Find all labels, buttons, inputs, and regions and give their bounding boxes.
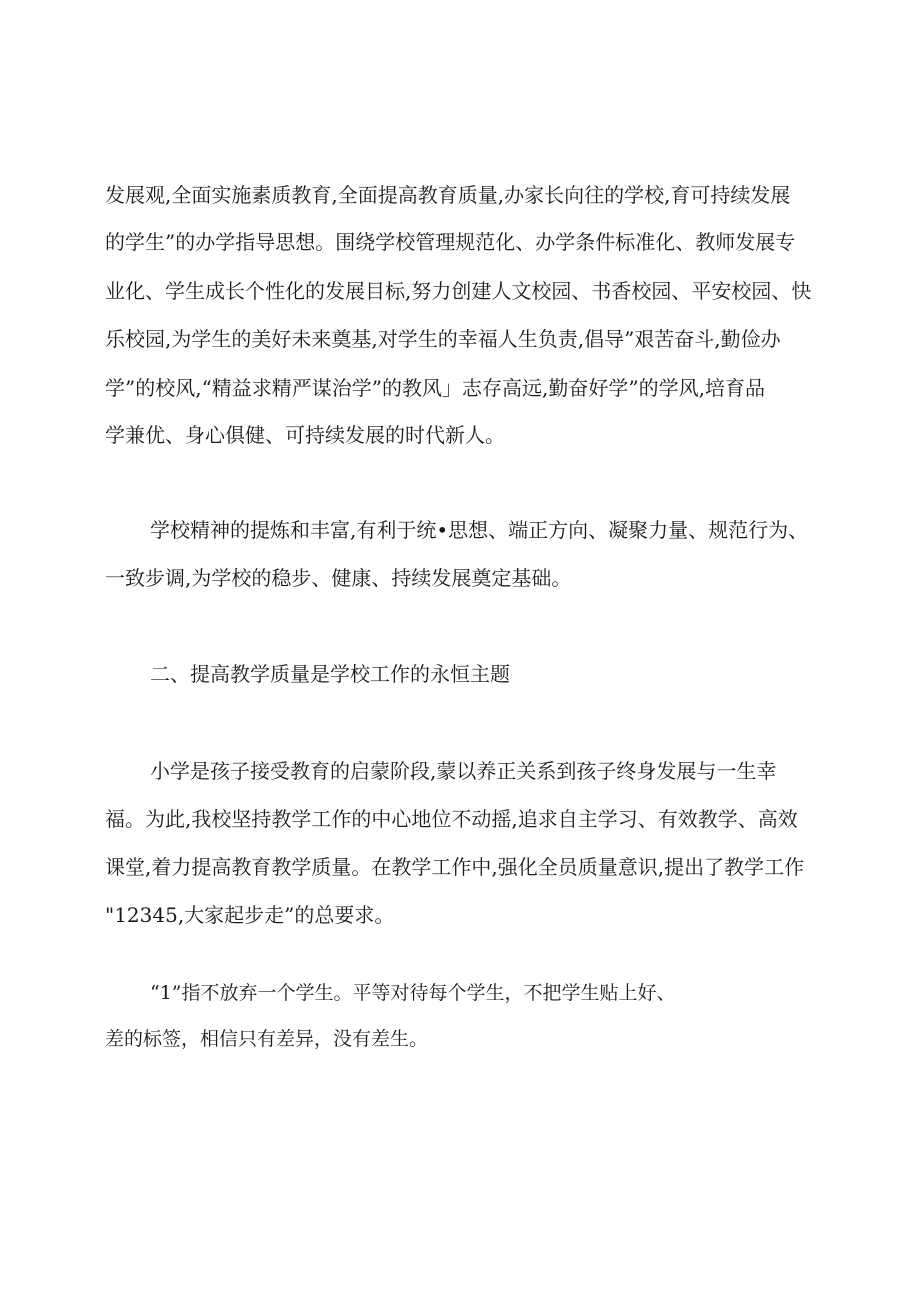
paragraph-3-line-1: 小学是孩子接受教育的启蒙阶段,蒙以养正关系到孩子终身发展与一生幸 bbox=[150, 759, 777, 783]
paragraph-2-line-2: 一致步调,为学校的稳步、健康、持续发展奠定基础。 bbox=[105, 566, 572, 590]
paragraph-1-line-4: 乐校园,为学生的美好未来奠基,对学生的幸福人生负责,倡导”艰苦奋斗,勤俭办 bbox=[105, 327, 781, 351]
paragraph-1-line-5: 学”的校风,“精益求精严谋治学”的教风」志存高远,勤奋好学”的学风,培育品 bbox=[105, 376, 765, 400]
section-heading: 二、提高教学质量是学校工作的永恒主题 bbox=[150, 662, 510, 686]
paragraph-3-line-3: 课堂,着力提高教育教学质量。在教学工作中,强化全员质量意识,提出了教学工作 bbox=[105, 855, 805, 879]
paragraph-3-line-4: "12345,大家起步走”的总要求。 bbox=[105, 903, 395, 927]
paragraph-1-line-3: 业化、学生成长个性化的发展目标,努力创建人文校园、书香校园、平安校园、快 bbox=[105, 279, 812, 303]
paragraph-1-line-2: 的学生”的办学指导思想。围绕学校管理规范化、办学条件标准化、教师发展专 bbox=[105, 230, 796, 254]
paragraph-1-line-1: 发展观,全面实施素质教育,全面提高教育质量,办家长向往的学校,育可持续发展 bbox=[105, 183, 791, 207]
paragraph-2-line-1: 学校精神的提炼和丰富,有利于统•思想、端正方向、凝聚力量、规范行为、 bbox=[150, 518, 809, 542]
paragraph-4-line-1: “1”指不放弃一个学生。平等对待每个学生，不把学生贴上好、 bbox=[150, 982, 676, 1004]
paragraph-3-line-2: 福。为此,我校坚持教学工作的中心地位不动摇,追求自主学习、有效教学、高效 bbox=[105, 807, 798, 831]
paragraph-4-line-2: 差的标签，相信只有差异，没有差生。 bbox=[105, 1028, 429, 1050]
paragraph-1-line-6: 学兼优、身心俱健、可持续发展的时代新人。 bbox=[105, 423, 505, 447]
